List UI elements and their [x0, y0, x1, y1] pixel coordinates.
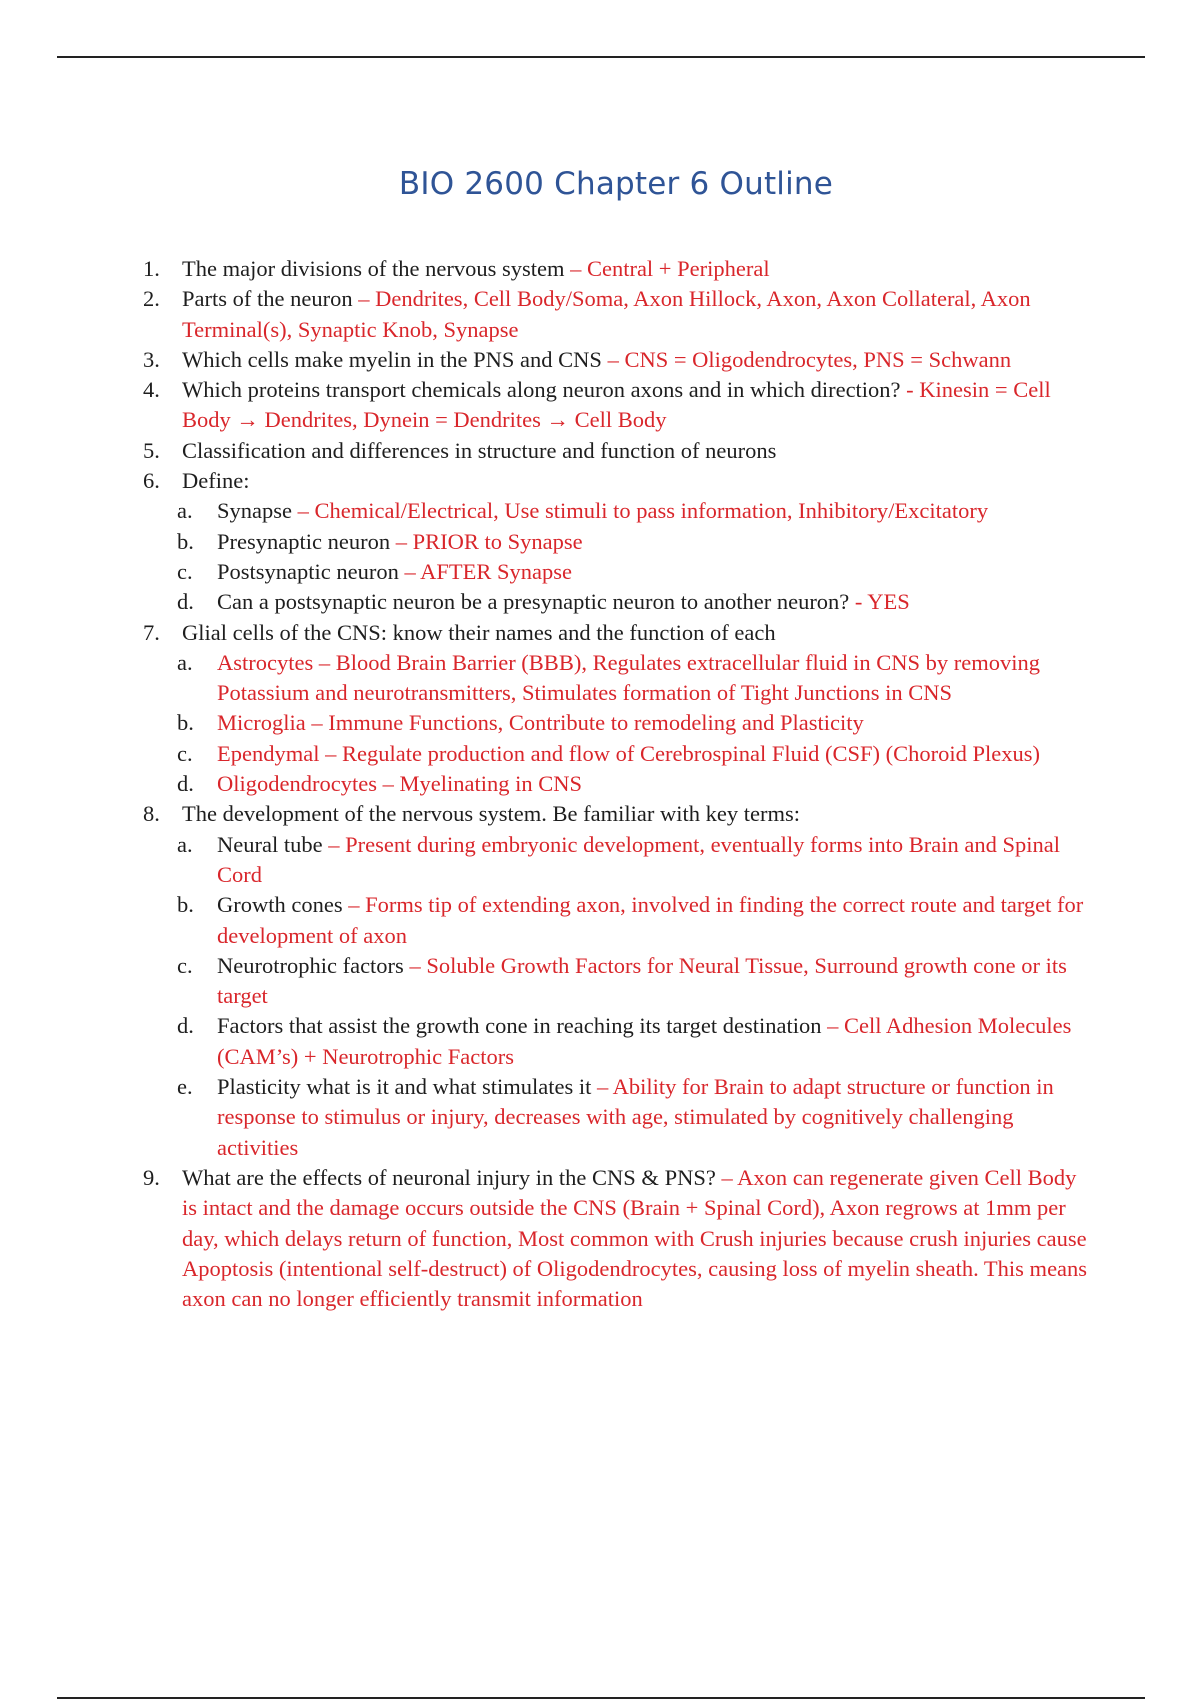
answer-text: Microglia – Immune Functions, Contribute to remodeling and Plasticity: [217, 710, 864, 736]
sublist-6: [143, 496, 1093, 617]
sub-letter: d.: [177, 771, 194, 797]
item-number: 7.: [143, 619, 160, 645]
sub-letter: d.: [177, 589, 194, 615]
item-number: 9.: [143, 1164, 160, 1190]
question-text: Neural tube: [217, 831, 323, 857]
outline-item-3: [143, 345, 1093, 375]
subitem-8b: [177, 890, 1093, 951]
subitem-8e: [177, 1072, 1093, 1163]
outline-item-1: [143, 254, 1093, 284]
item-number: 6.: [143, 468, 160, 494]
sub-letter: c.: [177, 740, 193, 766]
outline-item-4: [143, 375, 1093, 436]
question-text: Plasticity what is it and what stimulates it: [217, 1074, 592, 1100]
item-number: 1.: [143, 256, 160, 281]
outline-item-5: [143, 436, 1093, 466]
question-text: Growth cones: [217, 892, 343, 918]
answer-text: – Soluble Growth Factors for Neural Tissue, Surround growth cone or its target: [217, 952, 1067, 1009]
page-title: BIO 2600 Chapter 6 Outline: [398, 166, 834, 202]
outline-item-7: [143, 618, 1093, 648]
subitem-7c: [177, 739, 1093, 769]
outline-list: [143, 254, 1093, 1314]
question-text: Postsynaptic neuron: [217, 558, 399, 584]
question-text: Neurotrophic factors: [217, 952, 404, 978]
answer-text: – Forms tip of extending axon, involved in finding the correct route and target for development of axon: [217, 892, 1084, 948]
question-text: Factors that assist the growth cone in reaching its target destination: [217, 1013, 822, 1039]
sublist-7: [143, 648, 1093, 799]
answer-text: – Central + Peripheral: [564, 256, 770, 281]
sublist-8: [143, 830, 1093, 1163]
sub-letter: b.: [177, 710, 194, 736]
sub-letter: a.: [177, 831, 193, 857]
answer-text: – Present during embryonic development, eventually forms into Brain and Spinal Cord: [217, 831, 1060, 887]
answer-text: – CNS = Oligodendrocytes, PNS = Schwann: [601, 346, 1012, 372]
answer-text: – Dendrites, Cell Body/Soma, Axon Hillock, Axon, Axon Collateral, Axon Terminal(s), Synaptic Knob, Synapse: [182, 286, 1031, 342]
answer-text: Astrocytes – Blood Brain Barrier (BBB), Regulates extracellular fluid in CNS by removing Potassium and neurotransmitters, Stimulates formation of Tight Junctions in CNS: [217, 649, 1040, 706]
sub-letter: c.: [177, 558, 193, 584]
question-text: Presynaptic neuron: [217, 528, 391, 554]
bottom-rule: [57, 1697, 1145, 1699]
outline-item-9: [143, 1163, 1093, 1314]
outline-item-8: [143, 799, 1093, 829]
question-text: Which proteins transport chemicals along neuron axons and in which direction?: [182, 377, 907, 403]
answer-text: – Cell Adhesion Molecules (CAM’s) + Neurotrophic Factors: [217, 1013, 1072, 1069]
item-number: 4.: [143, 377, 160, 403]
question-text: The development of the nervous system. Be familiar with key terms:: [182, 801, 800, 827]
item-number: 3.: [143, 346, 160, 372]
question-text: Classification and differences in structure and function of neurons: [182, 437, 777, 463]
item-number: 2.: [143, 286, 160, 312]
answer-text: – AFTER Synapse: [398, 558, 572, 584]
outline-item-2: [143, 284, 1093, 345]
question-text: Synapse: [217, 498, 292, 524]
answer-text: – Axon can regenerate given Cell Body is intact and the damage occurs outside the CNS (Brain + Spinal Cord), Axon regrows at 1mm per day, which delays return of function, Most common with Crush injuries because crush injuries cause Apoptosis (intentional self-destruct) of Oligodendrocytes, causing loss of myelin sheath. This means axon can no longer efficiently transmit information: [182, 1164, 1088, 1312]
item-number: 5.: [143, 437, 160, 463]
subitem-6a: [177, 496, 1093, 526]
question-text: Parts of the neuron: [182, 286, 353, 312]
sub-letter: b.: [177, 528, 194, 554]
answer-text: – Chemical/Electrical, Use stimuli to pass information, Inhibitory/Excitatory: [292, 498, 989, 524]
sub-letter: a.: [177, 498, 193, 524]
sub-letter: a.: [177, 649, 193, 675]
subitem-7b: [177, 708, 1093, 738]
question-text: What are the effects of neuronal injury in the CNS & PNS?: [182, 1164, 716, 1190]
subitem-6c: [177, 557, 1093, 587]
answer-text: - Kinesin = Cell Body → Dendrites, Dynein = Dendrites → Cell Body: [182, 377, 1051, 433]
question-text: Which cells make myelin in the PNS and CNS: [182, 346, 602, 372]
answer-text: - YES: [849, 589, 910, 615]
sub-letter: c.: [177, 952, 193, 978]
subitem-8c: [177, 951, 1093, 1012]
sub-letter: b.: [177, 892, 194, 918]
subitem-6d: [177, 587, 1093, 617]
top-rule: [57, 56, 1145, 58]
sub-letter: d.: [177, 1013, 194, 1039]
subitem-8a: [177, 830, 1093, 891]
question-text: Define:: [182, 468, 250, 494]
sub-letter: e.: [177, 1074, 193, 1100]
item-number: 8.: [143, 801, 160, 827]
subitem-8d: [177, 1011, 1093, 1072]
outline-item-6: [143, 466, 1093, 496]
question-text: The major divisions of the nervous system: [182, 256, 565, 281]
answer-text: – PRIOR to Synapse: [390, 528, 583, 554]
subitem-6b: [177, 527, 1093, 557]
answer-text: Oligodendrocytes – Myelinating in CNS: [217, 771, 582, 797]
subitem-7d: [177, 769, 1093, 799]
answer-text: Ependymal – Regulate production and flow of Cerebrospinal Fluid (CSF) (Choroid Plexus): [217, 740, 1041, 766]
subitem-7a: [177, 648, 1093, 709]
question-text: Glial cells of the CNS: know their names and the function of each: [182, 619, 776, 645]
answer-text: – Ability for Brain to adapt structure or function in response to stimulus or injury, decreases with age, stimulated by cognitively challenging activities: [217, 1074, 1054, 1160]
question-text: Can a postsynaptic neuron be a presynaptic neuron to another neuron?: [217, 589, 850, 615]
